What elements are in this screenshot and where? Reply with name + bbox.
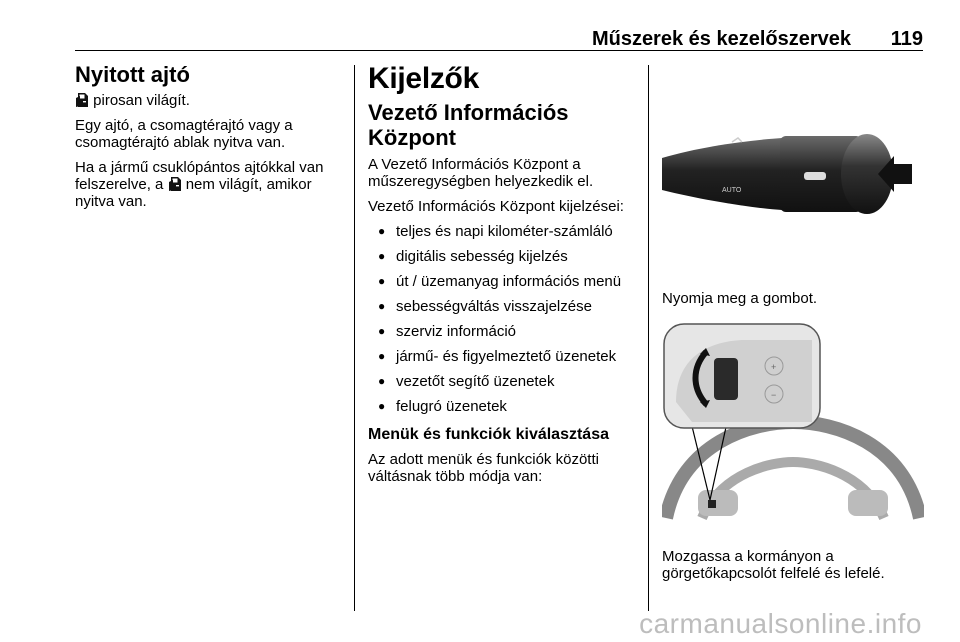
list-item: ● jármű- és figyelmeztető üzenetek (368, 348, 638, 365)
dic-feature-list (368, 223, 638, 415)
paragraph-dic-displays: Vezető Információs Központ kijelzései: (368, 198, 624, 215)
list-item: ● teljes és napi kilométer-számláló (368, 223, 638, 240)
list-item: ● felugró üzenetek (368, 398, 638, 415)
list-item: ● szerviz információ (368, 323, 638, 340)
open-door-warning-icon (75, 92, 89, 108)
subsection-title-menus: Menük és funkciók kiválasztása (368, 426, 609, 443)
door-light-text: pirosan világít. (89, 92, 190, 109)
hinged-doors-text-b: nem világít, amikor nyitva van. (75, 176, 312, 210)
paragraph-dic-location: A Vezető Információs Központ a műszeregységben helyezkedik el. (368, 156, 594, 190)
wiper-stalk-illustration (662, 118, 924, 234)
list-item: ● út / üzemanyag információs menü (368, 273, 638, 290)
caption-move-thumbwheel: Mozgassa a kormányon a görgetőkapcsolót felfelé és lefelé. (662, 548, 885, 582)
open-door-warning-icon (168, 176, 182, 192)
watermark: carmanualsonline.info (639, 608, 922, 639)
stalk-auto-label: AUTO (722, 187, 742, 194)
header-divider (75, 50, 923, 51)
svg-text:−: − (771, 390, 777, 400)
subsection-title-dic: Vezető Információs Központ (368, 100, 569, 150)
steering-wheel-thumbwheel-illustration (662, 322, 924, 534)
paragraph-door-light (75, 92, 343, 109)
column-divider-1 (354, 65, 355, 611)
paragraph-door-open: Egy ajtó, a csomagtérajtó vagy a csomagtérajtó ablak nyitva van. (75, 117, 293, 151)
column-divider-2 (648, 65, 649, 611)
section-title-open-door: Nyitott ajtó (75, 62, 190, 87)
svg-text:+: + (771, 362, 777, 372)
paragraph-menu-switching: Az adott menük és funkciók közötti váltásnak több módja van: (368, 451, 599, 485)
section-title-displays: Kijelzők (368, 62, 479, 95)
chapter-title: Műszerek és kezelőszervek (591, 28, 851, 50)
list-item: ● sebességváltás visszajelzése (368, 298, 638, 315)
hinged-doors-text-a: Ha a jármű csuklópántos ajtókkal van felszerelve, a (75, 159, 324, 193)
caption-press-button: Nyomja meg a gombot. (662, 290, 818, 307)
list-item: ● digitális sebesség kijelzés (368, 248, 638, 265)
paragraph-hinged-doors (75, 159, 343, 210)
column-open-door (75, 62, 343, 218)
list-item: ● vezetőt segítő üzenetek (368, 373, 638, 390)
column-displays (368, 62, 638, 493)
page-header (75, 28, 923, 50)
page-number: 119 (890, 28, 923, 50)
